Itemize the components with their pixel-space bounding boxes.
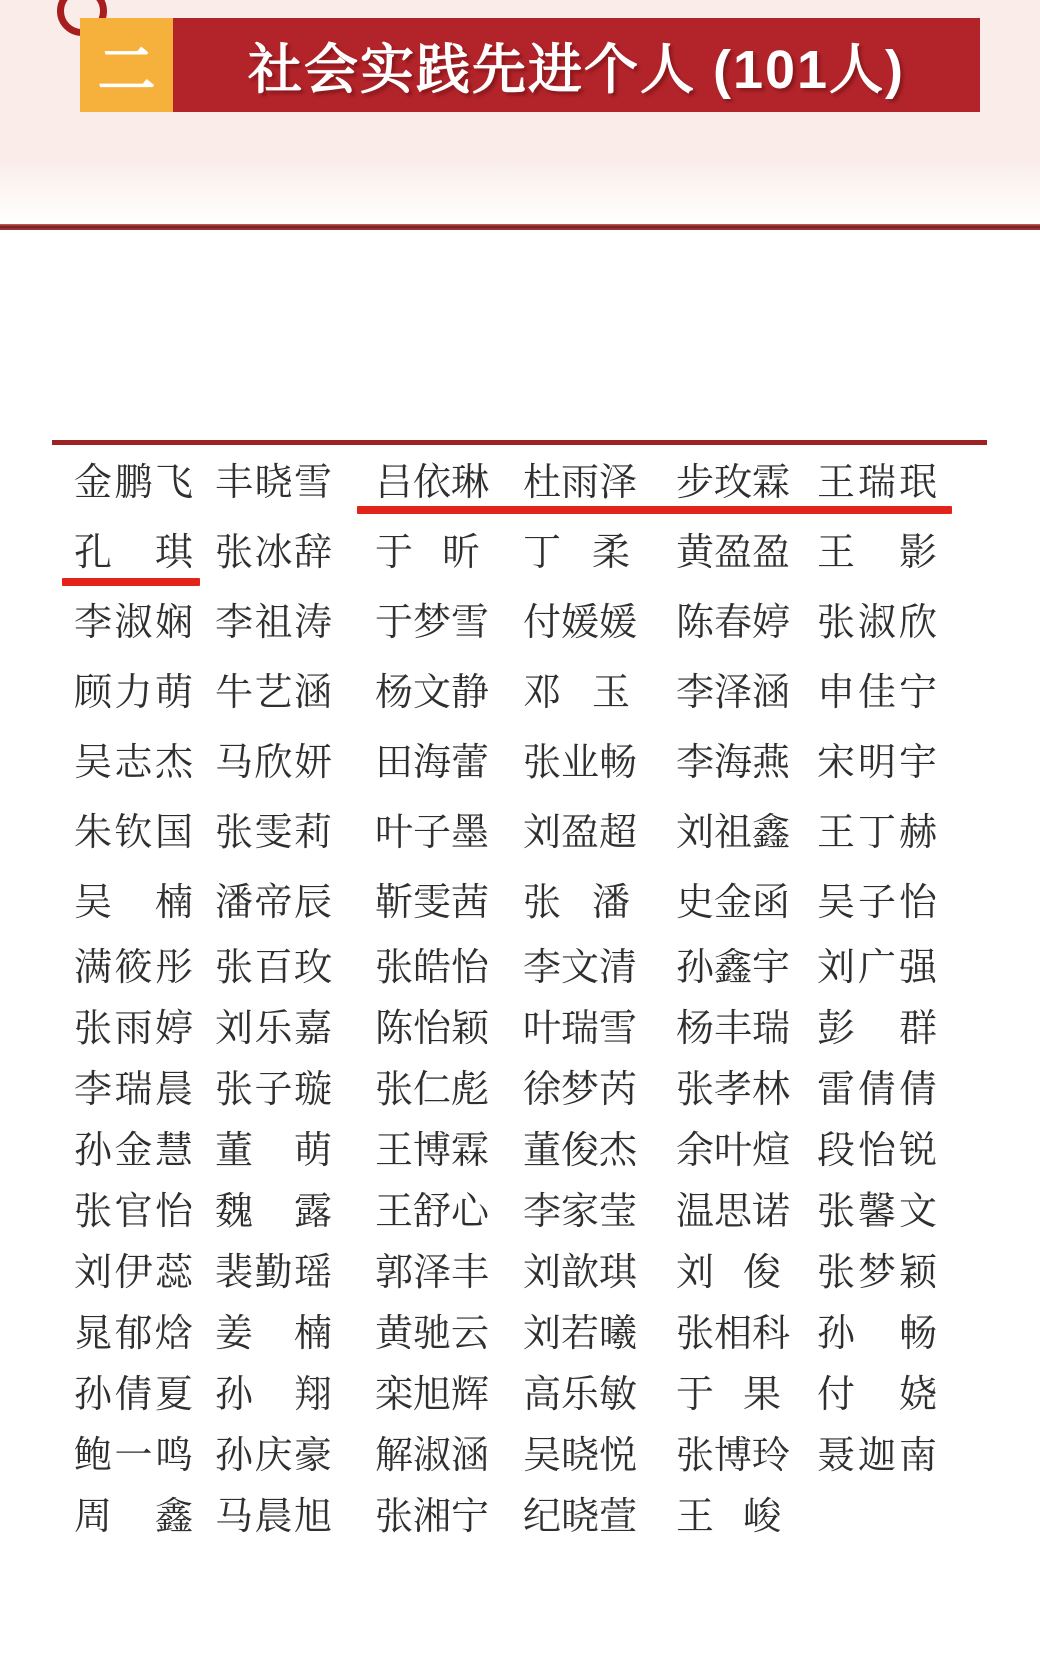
person-name: 孙鑫宇: [676, 947, 791, 989]
person-name: 马晨旭: [215, 1496, 332, 1538]
person-name: 黄盈盈: [676, 531, 791, 574]
person-name: 田海蕾: [375, 741, 490, 784]
person-name: 马欣妍: [215, 741, 332, 784]
person-name: 王舒心: [375, 1191, 490, 1233]
person-name: 于果: [676, 1374, 781, 1416]
person-name: 徐梦芮: [523, 1069, 638, 1111]
person-name: 张百玫: [215, 947, 332, 989]
person-name: 晁郁焓: [74, 1313, 193, 1355]
person-name: 张冰辞: [215, 531, 332, 574]
person-name: 顾力萌: [74, 671, 193, 714]
person-name: 郭泽丰: [375, 1252, 490, 1294]
person-name: 孙畅: [817, 1313, 937, 1355]
person-name: 孙庆豪: [215, 1435, 332, 1477]
person-name: 张湘宁: [375, 1496, 490, 1538]
roster: [74, 443, 954, 1543]
person-name: 黄驰云: [375, 1313, 490, 1355]
person-name: 刘乐嘉: [215, 1008, 332, 1050]
person-name: 靳雯茜: [375, 881, 490, 924]
person-name: 丰晓雪: [215, 461, 332, 504]
person-name: 魏露: [215, 1191, 332, 1233]
person-name: 吴楠: [74, 881, 193, 924]
person-name: 吕依琳: [375, 461, 490, 504]
person-name: 周鑫: [74, 1496, 193, 1538]
person-name: 李泽涵: [676, 671, 791, 714]
person-name: 步玫霖: [676, 461, 791, 504]
person-name: 于梦雪: [375, 601, 490, 644]
person-name: 张业畅: [523, 741, 638, 784]
person-name: 金鹏飞: [74, 461, 193, 504]
roster-row: [74, 653, 954, 723]
person-name: 申佳宁: [817, 671, 937, 714]
person-name: 鲍一鸣: [74, 1435, 193, 1477]
roster-row: [74, 1177, 954, 1238]
person-name: 陈怡颖: [375, 1008, 490, 1050]
person-name: 张孝林: [676, 1069, 791, 1111]
person-name: 刘祖鑫: [676, 811, 791, 854]
person-name: 叶子墨: [375, 811, 490, 854]
person-name: 王丁赫: [817, 811, 937, 854]
roster-row: [74, 994, 954, 1055]
person-name: 段怡锐: [817, 1130, 937, 1172]
person-name: 吴子怡: [817, 881, 937, 924]
person-name: 聂迦南: [817, 1435, 937, 1477]
person-name: 李海燕: [676, 741, 791, 784]
person-name: 孙金慧: [74, 1130, 193, 1172]
name-underline-kongqi: [62, 578, 200, 586]
person-name: 吴晓悦: [523, 1435, 638, 1477]
person-name: 满筱彤: [74, 947, 193, 989]
roster-row: [74, 1055, 954, 1116]
person-name: 李文清: [523, 947, 638, 989]
roster-row: [74, 933, 954, 994]
person-name: 丁柔: [523, 531, 630, 574]
person-name: 刘俊: [676, 1252, 781, 1294]
person-name: 孙倩夏: [74, 1374, 193, 1416]
person-name: 刘盈超: [523, 811, 638, 854]
person-name: 张仁彪: [375, 1069, 490, 1111]
person-name: 于昕: [375, 531, 480, 574]
person-name: 叶瑞雪: [523, 1008, 638, 1050]
person-name: 张潘: [523, 881, 630, 924]
person-name: 张官怡: [74, 1191, 193, 1233]
person-name: 史金函: [676, 881, 791, 924]
person-name: 张皓怡: [375, 947, 490, 989]
roster-row: [74, 1299, 954, 1360]
name-underline-row1: [357, 506, 952, 514]
horizontal-divider: [0, 224, 1040, 230]
person-name: 栾旭辉: [375, 1374, 490, 1416]
section-number: 二: [97, 38, 156, 103]
person-name: 张雨婷: [74, 1008, 193, 1050]
person-name: 温思诺: [676, 1191, 791, 1233]
roster-row: [74, 863, 954, 933]
person-name: 陈春婷: [676, 601, 791, 644]
person-name: 张淑欣: [817, 601, 937, 644]
person-name: 牛艺涵: [215, 671, 332, 714]
roster-row: [74, 1238, 954, 1299]
roster-row: [74, 1482, 954, 1543]
roster-row: [74, 443, 954, 513]
person-name: 付媛媛: [523, 601, 638, 644]
person-name: 杜雨泽: [523, 461, 638, 504]
person-name: 雷倩倩: [817, 1069, 937, 1111]
person-name: 宋明宇: [817, 741, 937, 784]
section-title: 社会实践先进个人 (101人): [247, 39, 906, 100]
person-name: 刘广强: [817, 947, 937, 989]
roster-row: [74, 1360, 954, 1421]
person-name: 刘若曦: [523, 1313, 638, 1355]
roster-row: [74, 1421, 954, 1482]
person-name: 孙翔: [215, 1374, 332, 1416]
person-name: 付娆: [817, 1374, 937, 1416]
person-name: 张梦颖: [817, 1252, 937, 1294]
person-name: 杨文静: [375, 671, 490, 714]
person-name: 裴勤瑶: [215, 1252, 332, 1294]
person-name: 刘歆琪: [523, 1252, 638, 1294]
person-name: 董俊杰: [523, 1130, 638, 1172]
person-name: 孔琪: [74, 531, 193, 574]
person-name: 张相科: [676, 1313, 791, 1355]
person-name: 彭群: [817, 1008, 937, 1050]
roster-row: [74, 1116, 954, 1177]
person-name: 李淑娴: [74, 601, 193, 644]
roster-row: [74, 513, 954, 583]
person-name: 王峻: [676, 1496, 781, 1538]
person-name: 姜楠: [215, 1313, 332, 1355]
roster-row: [74, 793, 954, 863]
person-name: 吴志杰: [74, 741, 193, 784]
person-name: 余叶煊: [676, 1130, 791, 1172]
person-name: 王博霖: [375, 1130, 490, 1172]
person-name: 张博玲: [676, 1435, 791, 1477]
person-name: 邓玉: [523, 671, 630, 714]
person-name: 高乐敏: [523, 1374, 638, 1416]
person-name: 潘帝辰: [215, 881, 332, 924]
roster-row: [74, 583, 954, 653]
person-name: 刘伊蕊: [74, 1252, 193, 1294]
person-name: 张馨文: [817, 1191, 937, 1233]
person-name: 张子璇: [215, 1069, 332, 1111]
section-number-box: [80, 18, 173, 112]
person-name: 杨丰瑞: [676, 1008, 791, 1050]
person-name: 王瑞珉: [817, 461, 937, 504]
section-title-banner: [173, 18, 980, 112]
person-name: 朱钦国: [74, 811, 193, 854]
person-name: 解淑涵: [375, 1435, 490, 1477]
person-name: 李祖涛: [215, 601, 332, 644]
person-name: 李家莹: [523, 1191, 638, 1233]
person-name: 王影: [817, 531, 937, 574]
person-name: 张雯莉: [215, 811, 332, 854]
person-name: 董萌: [215, 1130, 332, 1172]
person-name: 李瑞晨: [74, 1069, 193, 1111]
person-name: 纪晓萱: [523, 1496, 638, 1538]
roster-row: [74, 723, 954, 793]
